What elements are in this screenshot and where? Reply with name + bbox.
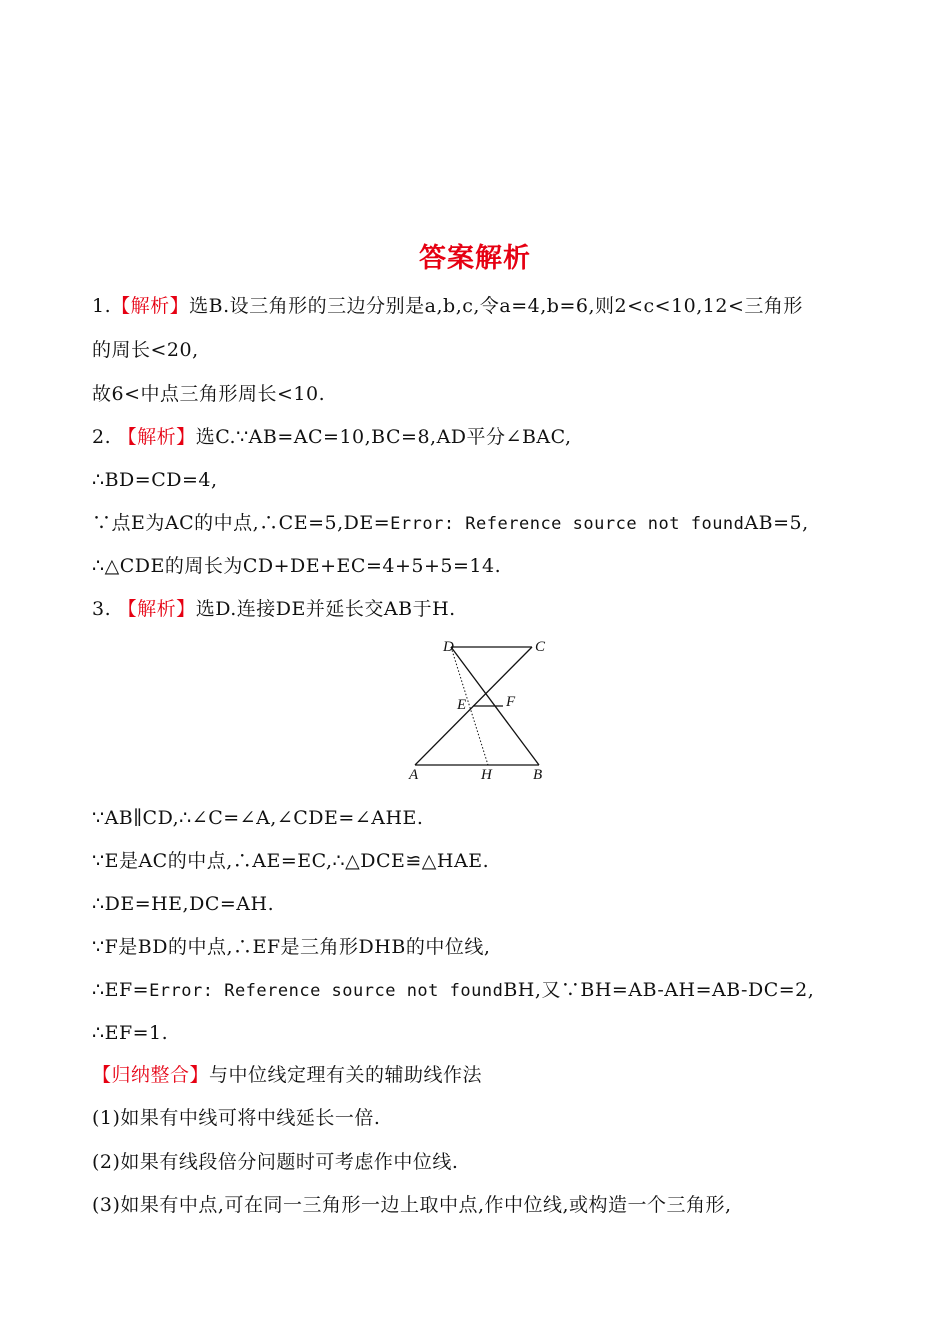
q2-analysis-tag: 【解析】 xyxy=(117,426,196,448)
q3-line-6 xyxy=(92,977,882,1004)
q2-line-2: ∴BD=CD=4, xyxy=(92,469,218,491)
q2-text-3a: ∵点E为AC的中点,∴CE=5,DE= xyxy=(92,512,391,534)
q1-line-1 xyxy=(92,293,882,319)
q3-line-3: ∵E是AC的中点,∴AE=EC,∴△DCE≌△HAE. xyxy=(92,850,490,872)
q2-line-4: ∴△CDE的周长为CD+DE+EC=4+5+5=14. xyxy=(92,555,502,577)
summary-heading-line xyxy=(92,1062,882,1088)
q3-line-5: ∵F是BD的中点,∴EF是三角形DHB的中位线, xyxy=(92,936,491,958)
q2-line-1 xyxy=(92,424,882,450)
summary-tag: 【归纳整合】 xyxy=(92,1064,210,1086)
q2-text-3c: AB=5, xyxy=(744,512,809,534)
q2-reference-error: Error: Reference source not found xyxy=(390,514,745,534)
summary-heading: 与中位线定理有关的辅助线作法 xyxy=(209,1064,483,1086)
q3-line-1 xyxy=(92,596,882,622)
q3-reference-error: Error: Reference source not found xyxy=(149,981,504,1001)
label-d: D xyxy=(443,639,454,655)
q1-text-1: 选B.设三角形的三边分别是a,b,c,令a=4,b=6,则2<c<10,12<三角形 xyxy=(189,295,803,317)
q3-number: 3. xyxy=(92,598,118,620)
q2-line-3 xyxy=(92,510,882,537)
label-e: E xyxy=(457,697,467,713)
summary-item: (1)如果有中线可将中线延长一倍. xyxy=(92,1107,381,1129)
q3-line-7: ∴EF=1. xyxy=(92,1022,169,1044)
geometry-figure xyxy=(405,634,565,784)
geometry-diagram xyxy=(405,634,565,784)
q3-text-1: 选D.连接DE并延长交AB于H. xyxy=(195,598,456,620)
label-b: B xyxy=(533,767,543,783)
q2-text-1: 选C.∵AB=AC=10,BC=8,AD平分∠BAC, xyxy=(195,426,572,448)
label-h: H xyxy=(481,767,492,783)
q1-analysis-tag: 【解析】 xyxy=(111,295,190,317)
q3-analysis-tag: 【解析】 xyxy=(117,598,196,620)
q3-text-6c: BH,又∵BH=AB-AH=AB-DC=2, xyxy=(503,979,815,1001)
label-f: F xyxy=(506,694,516,710)
q2-number: 2. xyxy=(92,426,118,448)
q1-line-3: 故6<中点三角形周长<10. xyxy=(92,383,326,405)
summary-item: (3)如果有中点,可在同一三角形一边上取中点,作中位线,或构造一个三角形, xyxy=(92,1194,732,1216)
label-a: A xyxy=(409,767,419,783)
summary-item: (2)如果有线段倍分问题时可考虑作中位线. xyxy=(92,1151,459,1173)
q1-line-2: 的周长<20, xyxy=(92,339,199,361)
page-title: 答案解析 xyxy=(419,243,531,274)
label-c: C xyxy=(535,639,546,655)
q3-line-2: ∵AB∥CD,∴∠C=∠A,∠CDE=∠AHE. xyxy=(92,807,424,829)
q3-text-6a: ∴EF= xyxy=(92,979,150,1001)
q1-number: 1. xyxy=(92,295,112,317)
q3-line-4: ∴DE=HE,DC=AH. xyxy=(92,893,275,915)
